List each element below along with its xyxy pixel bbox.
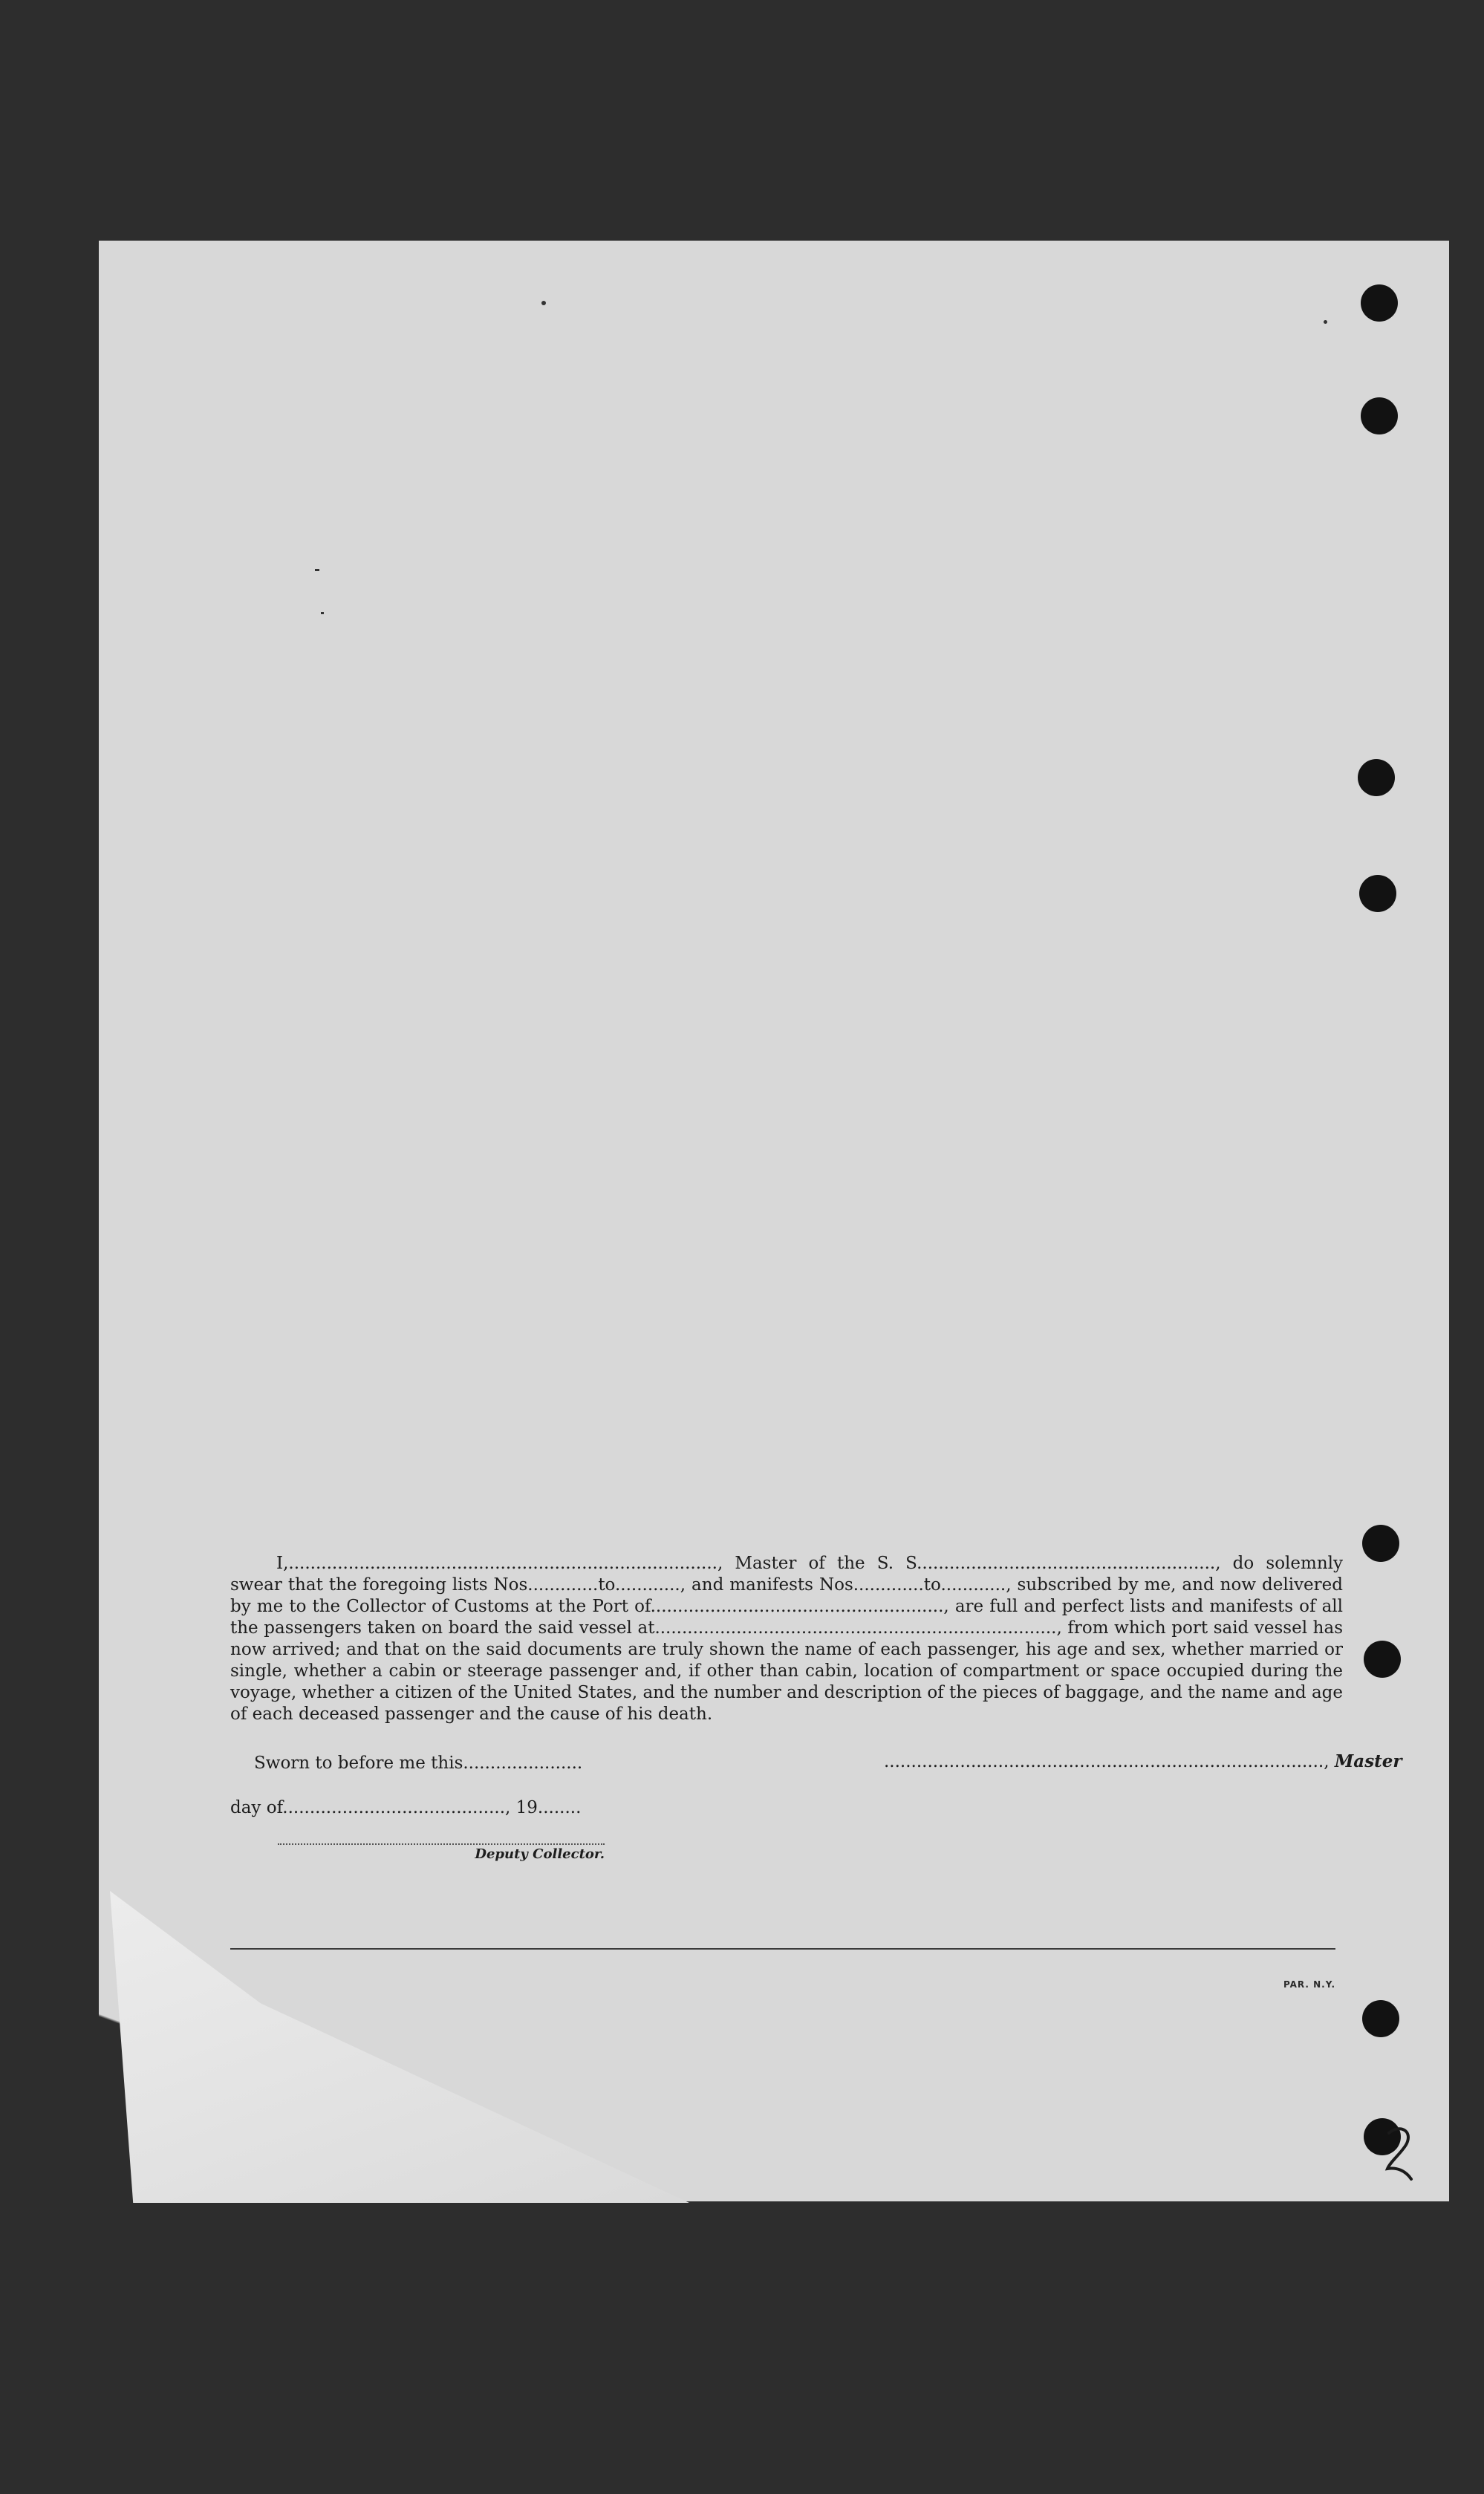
punch-hole: [1359, 875, 1396, 912]
punch-hole: [1358, 759, 1395, 796]
master-label: Master: [1334, 1751, 1402, 1771]
punch-hole: [1362, 1525, 1399, 1562]
master-signature-line: [884, 1751, 1402, 1771]
master-signature-dots: .................................................................................,: [884, 1752, 1330, 1771]
horizontal-rule: [230, 1948, 1335, 1950]
day-line: day of........................................., 19........: [230, 1798, 582, 1817]
deputy-collector-label: Deputy Collector.: [475, 1846, 605, 1862]
ink-speck: [315, 569, 319, 571]
ink-speck: [321, 612, 324, 614]
master-oath-paragraph: I,..............................................................................., Master of the S. S......................................................., do solemnly swear that the foregoing lists Nos.............to............, and manifests Nos.............to............, subscribed by me, and now delivered by me to the Collector of Customs at the Port of......................................................, are full and perfect lists and manifests of all the passengers taken on board the said vessel at.........................................................................., from which port said vessel has now arrived; and that on the said documents are truly shown the name of each passenger, his age and sex, whether married or single, whether a cabin or steerage passenger and, if other than cabin, location of compartment or space occupied during the voyage, whether a citizen of the United States, and the number and description of the pieces of baggage, and the name and age of each deceased passenger and the cause of his death.: [230, 1554, 1343, 1724]
punch-hole: [1362, 2000, 1399, 2037]
sworn-line: Sworn to before me this......................: [254, 1754, 583, 1773]
punch-hole: [1361, 284, 1398, 322]
ink-speck: [1324, 320, 1327, 324]
printer-mark: PAR. N.Y.: [1283, 1979, 1335, 1990]
punch-hole: [1361, 397, 1398, 434]
deputy-signature-line: [278, 1843, 605, 1845]
punch-hole: [1364, 1641, 1401, 1678]
handwritten-mark: [1380, 2123, 1417, 2189]
ink-speck: [541, 301, 546, 305]
